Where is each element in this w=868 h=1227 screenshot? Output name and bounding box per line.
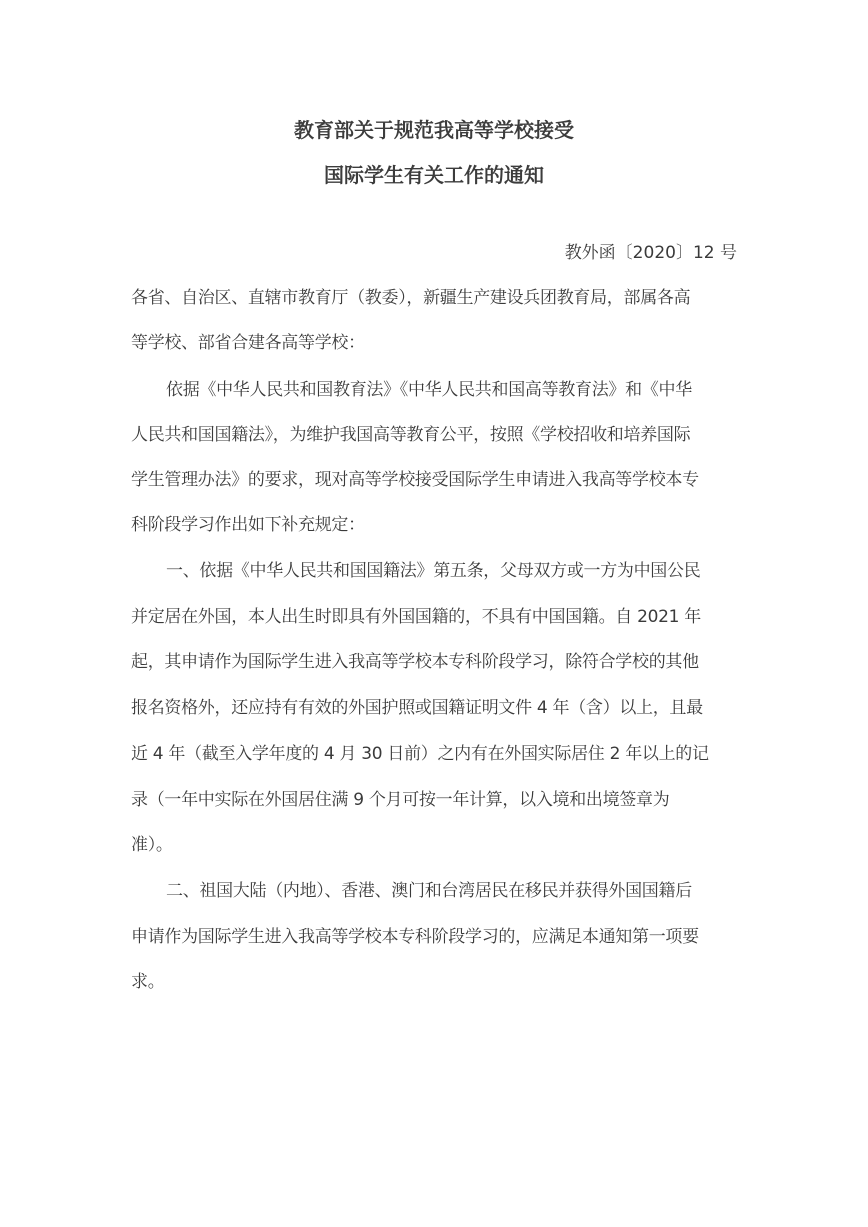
text-line: 报名资格外，还应持有有效的外国护照或国籍证明文件 4 年（含）以上，且最 [131, 698, 703, 718]
text-line: 依据《中华人民共和国教育法》《中华人民共和国高等教育法》和《中华 [166, 380, 692, 400]
text-line: 近 4 年（截至入学年度的 4 月 30 日前）之内有在外国实际居住 2 年以上的记 [131, 744, 709, 764]
text-line: 起，其申请作为国际学生进入我高等学校本专科阶段学习，除符合学校的其他 [131, 652, 699, 672]
document-number: 教外函〔2020〕12 号 [564, 243, 737, 263]
text-line: 申请作为国际学生进入我高等学校本专科阶段学习的，应满足本通知第一项要 [131, 927, 699, 947]
text-line: 二、祖国大陆（内地）、香港、澳门和台湾居民在移民并获得外国国籍后 [166, 881, 692, 901]
text-line: 准）。 [131, 835, 173, 855]
text-line: 等学校、部省合建各高等学校： [131, 333, 365, 353]
text-line: 科阶段学习作出如下补充规定： [131, 515, 365, 535]
text-line: 求。 [131, 972, 165, 992]
text-line: 学生管理办法》的要求，现对高等学校接受国际学生申请进入我高等学校本专 [131, 470, 699, 490]
title-line-1: 教育部关于规范我高等学校接受 [294, 118, 574, 142]
title-line-2: 国际学生有关工作的通知 [324, 163, 544, 187]
text-line: 人民共和国国籍法》，为维护我国高等教育公平，按照《学校招收和培养国际 [131, 425, 691, 445]
text-line: 并定居在外国，本人出生时即具有外国国籍的，不具有中国国籍。自 2021 年 [131, 607, 701, 627]
text-line: 一、依据《中华人民共和国国籍法》第五条，父母双方或一方为中国公民 [166, 561, 701, 581]
text-line: 录（一年中实际在外国居住满 9 个月可按一年计算，以入境和出境签章为 [131, 790, 670, 810]
text-line: 各省、自治区、直辖市教育厅（教委），新疆生产建设兵团教育局，部属各高 [131, 288, 691, 308]
